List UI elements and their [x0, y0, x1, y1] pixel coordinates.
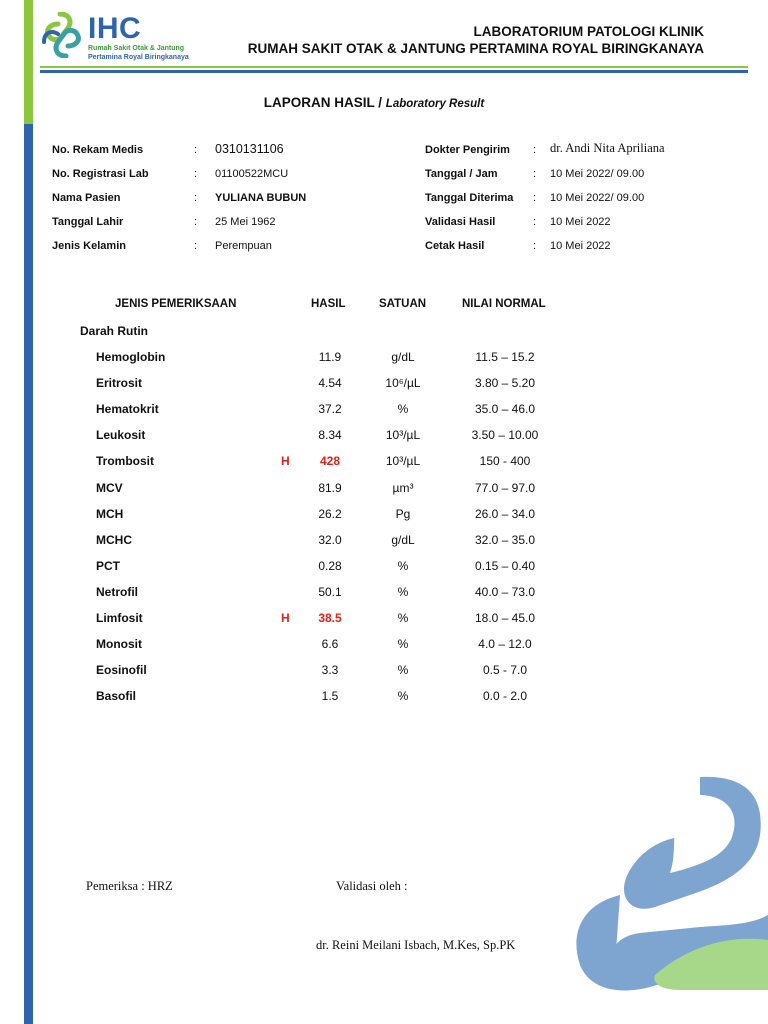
test-normal-range: 3.80 – 5.20: [474, 376, 536, 390]
test-result: 8.34: [318, 428, 342, 442]
info-label: Nama Pasien: [52, 192, 121, 204]
test-name: MCV: [96, 481, 123, 495]
info-value: 10 Mei 2022/ 09.00: [550, 192, 645, 204]
test-unit: 10⁶/µL: [385, 376, 421, 390]
test-unit: %: [397, 663, 409, 677]
test-result: 38.5: [318, 611, 342, 625]
test-unit: g/dL: [391, 533, 415, 547]
test-normal-range: 40.0 – 73.0: [474, 585, 536, 599]
test-result: 50.1: [318, 585, 342, 599]
header-result: HASIL: [311, 298, 346, 310]
test-name: Monosit: [96, 637, 142, 651]
test-normal-range: 0.5 - 7.0: [482, 663, 528, 677]
test-unit: %: [397, 585, 409, 599]
test-normal-range: 26.0 – 34.0: [474, 507, 536, 521]
hospital-name: RUMAH SAKIT OTAK & JANTUNG PERTAMINA ROYAL BIRINGKANAYA: [247, 41, 704, 56]
test-name: Hematokrit: [96, 402, 159, 416]
watermark-logo-icon: [560, 775, 768, 1015]
info-label: Tanggal Diterima: [425, 192, 514, 204]
info-value: 10 Mei 2022: [550, 240, 611, 252]
flag-indicator: H: [281, 611, 290, 625]
test-name: Eosinofil: [96, 663, 147, 677]
info-colon: :: [533, 168, 537, 180]
info-colon: :: [194, 144, 198, 156]
info-label: Tanggal Lahir: [52, 216, 124, 228]
test-result: 3.3: [321, 663, 339, 677]
test-normal-range: 18.0 – 45.0: [474, 611, 536, 625]
test-name: Netrofil: [96, 585, 138, 599]
logo-subtitle-1: Rumah Sakit Otak & Jantung: [88, 45, 185, 52]
info-label: Validasi Hasil: [425, 216, 496, 228]
info-colon: :: [194, 168, 198, 180]
test-normal-range: 32.0 – 35.0: [474, 533, 536, 547]
lab-name: LABORATORIUM PATOLOGI KLINIK: [473, 24, 704, 39]
header-unit: SATUAN: [379, 298, 427, 310]
flag-indicator: H: [281, 454, 290, 468]
test-name: Limfosit: [96, 611, 143, 625]
logo-subtitle-2: Pertamina Royal Biringkanaya: [88, 54, 189, 61]
info-value: 10 Mei 2022/ 09.00: [550, 168, 645, 180]
test-unit: g/dL: [391, 350, 415, 364]
test-result: 37.2: [318, 402, 342, 416]
info-value: 25 Mei 1962: [215, 216, 276, 228]
test-normal-range: 0.15 – 0.40: [474, 559, 536, 573]
test-unit: µm³: [392, 481, 414, 495]
hospital-logo: [40, 12, 210, 66]
test-unit: %: [397, 637, 409, 651]
examiner-label: Pemeriksa : HRZ: [86, 879, 173, 893]
test-normal-range: 4.0 – 12.0: [478, 637, 532, 651]
info-label: No. Registrasi Lab: [52, 168, 149, 180]
report-title-sub: Laboratory Result: [385, 98, 485, 110]
info-label: Dokter Pengirim: [425, 144, 510, 156]
logo-text: IHC: [88, 12, 142, 45]
info-label: Cetak Hasil: [425, 240, 485, 252]
test-name: PCT: [96, 559, 120, 573]
test-normal-range: 77.0 – 97.0: [474, 481, 536, 495]
info-value: 10 Mei 2022: [550, 216, 611, 228]
test-name: MCH: [96, 507, 124, 521]
test-result: 32.0: [318, 533, 342, 547]
test-name: Eritrosit: [96, 376, 143, 390]
test-name: Trombosit: [96, 454, 155, 468]
test-result: 11.9: [318, 350, 342, 364]
info-colon: :: [194, 240, 198, 252]
test-unit: Pg: [395, 507, 411, 521]
info-colon: :: [533, 192, 537, 204]
test-normal-range: 35.0 – 46.0: [474, 402, 536, 416]
info-colon: :: [533, 216, 537, 228]
test-name: Basofil: [96, 689, 137, 703]
info-colon: :: [533, 240, 537, 252]
test-unit: %: [397, 689, 409, 703]
test-unit: 10³/µL: [385, 454, 421, 468]
test-unit: %: [397, 402, 409, 416]
info-label: Tanggal / Jam: [425, 168, 498, 180]
test-result: 1.5: [321, 689, 339, 703]
test-unit: %: [397, 611, 409, 625]
test-result: 4.54: [318, 376, 342, 390]
test-normal-range: 0.0 - 2.0: [482, 689, 528, 703]
test-result: 6.6: [321, 637, 339, 651]
info-value: 0310131106: [215, 142, 284, 156]
report-title-main: LAPORAN HASIL: [263, 95, 375, 110]
info-value: Perempuan: [215, 240, 272, 252]
header-divider-blue: [40, 70, 748, 73]
test-result: 428: [319, 454, 341, 468]
validated-by-label: Validasi oleh :: [336, 879, 408, 893]
test-name: Hemoglobin: [96, 350, 166, 364]
info-colon: :: [194, 192, 198, 204]
info-colon: :: [194, 216, 198, 228]
test-normal-range: 3.50 – 10.00: [471, 428, 539, 442]
info-label: Jenis Kelamin: [52, 240, 126, 252]
validating-doctor: dr. Reini Meilani Isbach, M.Kes, Sp.PK: [316, 938, 516, 952]
ihc-logo-icon: [40, 12, 86, 58]
report-title-separator: /: [374, 95, 386, 110]
info-value: YULIANA BUBUN: [215, 192, 307, 204]
left-blue-bar: [24, 0, 33, 1024]
test-result: 81.9: [318, 481, 342, 495]
test-result: 26.2: [318, 507, 342, 521]
test-name: Leukosit: [96, 428, 146, 442]
test-normal-range: 11.5 – 15.2: [475, 350, 535, 364]
info-label: No. Rekam Medis: [52, 144, 144, 156]
test-normal-range: 150 - 400: [479, 454, 531, 468]
header-divider-green: [40, 66, 748, 68]
test-result: 0.28: [318, 559, 342, 573]
test-unit: %: [397, 559, 409, 573]
section-title: Darah Rutin: [80, 324, 149, 338]
test-unit: 10³/µL: [385, 428, 421, 442]
header-test: JENIS PEMERIKSAAN: [115, 298, 237, 310]
info-value: dr. Andi Nita Apriliana: [550, 141, 665, 155]
report-title: [0, 95, 748, 110]
info-colon: :: [533, 144, 537, 156]
header-normal: NILAI NORMAL: [462, 298, 546, 310]
test-name: MCHC: [96, 533, 132, 547]
info-value: 01100522MCU: [215, 168, 289, 180]
